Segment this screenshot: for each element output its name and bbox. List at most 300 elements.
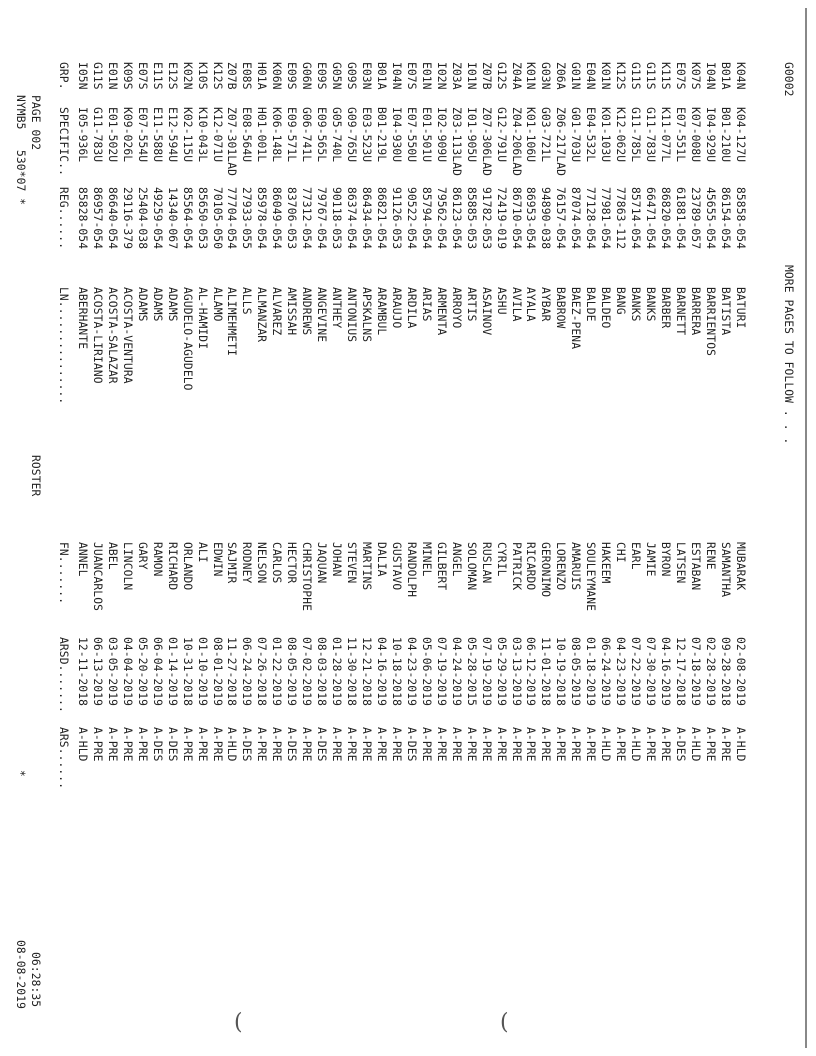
ars-cell: A-PRE: [614, 727, 628, 762]
grp-cell: K06N: [270, 62, 284, 90]
reg-cell: 86434-054: [360, 187, 374, 250]
last-name-cell: ADAMS: [150, 287, 164, 322]
ars-cell: A-PRE: [703, 727, 717, 762]
arsd-cell: 02-08-2019: [733, 637, 747, 707]
first-name-cell: JAQUAN: [315, 542, 329, 584]
grp-cell: B01A: [718, 62, 732, 90]
grp-cell: Z03A: [449, 62, 463, 90]
specific-cell: I04-930U: [389, 107, 403, 163]
last-name-cell: ACOSTA-VENTURA: [120, 287, 134, 384]
reg-cell: 79767-054: [315, 187, 329, 250]
reg-cell: 61881-054: [674, 187, 687, 250]
specific-cell: H01-001L: [255, 107, 269, 163]
grp-cell: Z06A: [554, 62, 568, 90]
first-name-cell: GARY: [135, 542, 149, 570]
last-name-cell: ADAMS: [165, 287, 179, 322]
reg-cell: 85858-054: [733, 187, 747, 250]
specific-cell: I02-909U: [434, 107, 448, 163]
first-name-cell: MARTINS: [360, 542, 374, 591]
last-name-cell: BARRIENTOS: [703, 287, 717, 357]
col-header-ars: ARS......: [57, 727, 70, 790]
ars-cell: A-PRE: [389, 727, 403, 762]
reg-cell: 72419-019: [494, 187, 508, 250]
grp-cell: G09S: [345, 62, 359, 90]
first-name-cell: LINCOLN: [120, 542, 134, 591]
first-name-cell: NELSON: [255, 542, 269, 584]
ars-cell: A-PRE: [524, 727, 538, 762]
grp-cell: E01N: [105, 62, 119, 90]
first-name-cell: JUANCARLOS: [90, 542, 104, 612]
ars-cell: A-PRE: [135, 727, 149, 762]
arsd-cell: 04-23-2019: [614, 637, 628, 707]
more-pages-note: MORE PAGES TO FOLLOW . . .: [782, 265, 795, 445]
specific-cell: E07-554U: [135, 107, 149, 163]
ars-cell: A-PRE: [539, 727, 553, 762]
last-name-cell: ANDREWS: [300, 287, 314, 336]
specific-cell: B01-210U: [718, 107, 732, 163]
last-name-cell: BANKS: [644, 287, 658, 322]
grp-cell: E01N: [419, 62, 433, 90]
last-name-cell: BARBER: [659, 287, 673, 329]
grp-cell: E12S: [165, 62, 179, 90]
ars-cell: A-PRE: [105, 727, 119, 762]
grp-cell: I04N: [389, 62, 403, 90]
reg-cell: 86049-054: [270, 187, 284, 250]
specific-cell: K10-043L: [195, 107, 209, 163]
last-name-cell: BABROW: [554, 287, 568, 329]
first-name-cell: CYRIL: [494, 542, 508, 577]
first-name-cell: ANGEL: [449, 542, 463, 577]
ars-cell: A-HLD: [76, 727, 89, 762]
reg-cell: 86957-054: [90, 187, 104, 250]
reg-cell: 86374-054: [345, 187, 359, 250]
reg-cell: 14340-067: [165, 187, 179, 250]
last-name-cell: AL-HAMIDI: [195, 287, 209, 350]
specific-cell: Z04-206LAD: [509, 107, 523, 177]
reg-cell: 91782-053: [479, 187, 493, 250]
grp-cell: K09S: [120, 62, 134, 90]
ars-cell: A-DES: [285, 727, 299, 762]
specific-cell: I04-929U: [703, 107, 717, 163]
last-name-cell: ALLS: [240, 287, 254, 315]
ars-cell: A-PRE: [644, 727, 658, 762]
first-name-cell: BYRON: [659, 542, 673, 577]
last-name-cell: ANTONIUS: [345, 287, 359, 343]
first-name-cell: EARL: [629, 542, 643, 570]
ars-cell: A-PRE: [330, 727, 344, 762]
scan-edge-line: [805, 8, 807, 1048]
col-header-specific: SPECIFIC..: [57, 107, 70, 177]
last-name-cell: BALDEO: [599, 287, 613, 329]
grp-cell: K11S: [659, 62, 673, 90]
grp-cell: E07S: [135, 62, 149, 90]
specific-cell: K01-106U: [524, 107, 538, 163]
grp-cell: G11S: [90, 62, 104, 90]
ars-cell: A-PRE: [90, 727, 104, 762]
first-name-cell: SOULEYMANE: [584, 542, 598, 612]
specific-cell: G03-721L: [539, 107, 553, 163]
grp-cell: E09S: [285, 62, 299, 90]
last-name-cell: BANG: [614, 287, 628, 315]
ars-cell: A-PRE: [464, 727, 478, 762]
reg-cell: 94890-038: [539, 187, 553, 250]
specific-cell: E01-501U: [419, 107, 433, 163]
reg-cell: 85828-054: [76, 187, 89, 250]
grp-cell: I05N: [76, 62, 89, 90]
report-time: 06:28:35: [29, 952, 42, 1008]
first-name-cell: RODNEY: [240, 542, 254, 584]
last-name-cell: BALDE: [584, 287, 598, 322]
first-name-cell: SOLOMAN: [464, 542, 478, 591]
first-name-cell: GERONIMO: [539, 542, 553, 598]
reg-cell: 77704-054: [225, 187, 239, 250]
ars-cell: A-PRE: [479, 727, 493, 762]
report-code: 530*07 *: [14, 150, 27, 206]
arsd-cell: 06-24-2019: [599, 637, 613, 707]
arsd-cell: 07-22-2019: [629, 637, 643, 707]
grp-cell: B01A: [375, 62, 388, 90]
grp-cell: G05N: [330, 62, 344, 90]
first-name-cell: ORLANDO: [180, 542, 194, 591]
arsd-cell: 01-14-2019: [165, 637, 179, 707]
specific-cell: G11-783U: [90, 107, 104, 163]
last-name-cell: ARDILA: [404, 287, 418, 329]
reg-cell: 23789-057: [688, 187, 702, 250]
arsd-cell: 03-13-2019: [509, 637, 523, 707]
last-name-cell: ADAMS: [135, 287, 149, 322]
arsd-cell: 05-29-2019: [494, 637, 508, 707]
first-name-cell: ALI: [195, 542, 209, 563]
ars-cell: A-PRE: [300, 727, 314, 762]
reg-cell: 25404-038: [135, 187, 149, 250]
first-name-cell: MINEL: [419, 542, 433, 577]
ars-cell: A-PRE: [569, 727, 583, 762]
specific-cell: G11-785L: [629, 107, 643, 163]
hole-punch-mark-left: (: [234, 1010, 243, 1035]
first-name-cell: GUSTAVO: [389, 542, 403, 591]
ars-cell: A-DES: [240, 727, 254, 762]
ars-cell: A-PRE: [345, 727, 359, 762]
grp-cell: K07S: [688, 62, 702, 90]
arsd-cell: 07-19-2019: [434, 637, 448, 707]
last-name-cell: BARRERA: [688, 287, 702, 336]
specific-cell: E12-594U: [165, 107, 179, 163]
reg-cell: 87074-054: [569, 187, 583, 250]
grp-cell: K01N: [599, 62, 613, 90]
first-name-cell: RENE: [703, 542, 717, 570]
last-name-cell: ARAUJO: [389, 287, 403, 329]
arsd-cell: 05-20-2019: [135, 637, 149, 707]
ars-cell: A-PRE: [255, 727, 269, 762]
specific-cell: I05-936L: [76, 107, 89, 163]
ars-cell: A-PRE: [554, 727, 568, 762]
arsd-cell: 06-24-2019: [240, 637, 254, 707]
first-name-cell: CARLOS: [270, 542, 284, 584]
arsd-cell: 01-10-2019: [195, 637, 209, 707]
reg-cell: 77981-054: [599, 187, 613, 250]
reg-cell: 77312-054: [300, 187, 314, 250]
last-name-cell: ALIMEHMETI: [225, 287, 239, 357]
reg-cell: 86123-054: [449, 187, 463, 250]
grp-cell: E07S: [404, 62, 418, 90]
last-name-cell: BATISTA: [718, 287, 732, 336]
reg-cell: 86953-054: [524, 187, 538, 250]
arsd-cell: 05-28-2015: [464, 637, 478, 707]
last-name-cell: ARTIS: [464, 287, 478, 322]
col-header-ln: LN...............: [57, 287, 70, 405]
first-name-cell: RAMON: [150, 542, 164, 577]
ars-cell: A-DES: [150, 727, 164, 762]
specific-cell: K01-103U: [599, 107, 613, 163]
first-name-cell: RICARDO: [524, 542, 538, 591]
grp-cell: E03N: [360, 62, 374, 90]
arsd-cell: 09-28-2018: [718, 637, 732, 707]
ars-cell: A-DES: [404, 727, 418, 762]
arsd-cell: 04-23-2019: [404, 637, 418, 707]
ars-cell: A-PRE: [718, 727, 732, 762]
last-name-cell: ASHU: [494, 287, 508, 315]
reg-cell: 70105-050: [210, 187, 224, 250]
first-name-cell: ESTABAN: [688, 542, 702, 591]
report-date: 08-08-2019: [14, 940, 27, 1010]
grp-cell: I01N: [464, 62, 478, 90]
ars-cell: A-PRE: [584, 727, 598, 762]
ars-cell: A-PRE: [494, 727, 508, 762]
first-name-cell: RICHARD: [165, 542, 179, 591]
reg-cell: 83706-053: [285, 187, 299, 250]
arsd-cell: 06-12-2019: [524, 637, 538, 707]
grp-cell: I02N: [434, 62, 448, 90]
arsd-cell: 12-21-2018: [360, 637, 374, 707]
reg-cell: 90118-053: [330, 187, 344, 250]
last-name-cell: ABERHANTE: [76, 287, 89, 350]
ars-cell: A-DES: [315, 727, 329, 762]
system-id: NYMB5: [14, 95, 27, 130]
first-name-cell: ABEL: [105, 542, 119, 570]
specific-cell: K12-062U: [614, 107, 628, 163]
last-name-cell: ALAMO: [210, 287, 224, 322]
reg-cell: 76157-054: [554, 187, 568, 250]
first-name-cell: STEVEN: [345, 542, 359, 584]
specific-cell: I01-905U: [464, 107, 478, 163]
last-name-cell: APSKALNS: [360, 287, 374, 343]
ars-cell: A-HLD: [688, 727, 702, 762]
arsd-cell: 08-05-2019: [285, 637, 299, 707]
arsd-cell: 11-27-2018: [225, 637, 239, 707]
first-name-cell: ANNEL: [76, 542, 89, 577]
arsd-cell: 07-18-2019: [688, 637, 702, 707]
reg-cell: 85714-054: [629, 187, 643, 250]
first-name-cell: DALIA: [375, 542, 388, 577]
last-name-cell: ANGEVINE: [315, 287, 329, 343]
arsd-cell: 11-30-2018: [345, 637, 359, 707]
reg-cell: 85650-053: [195, 187, 209, 250]
grp-cell: K12S: [210, 62, 224, 90]
arsd-cell: 04-16-2019: [659, 637, 673, 707]
ars-cell: A-PRE: [434, 727, 448, 762]
ars-cell: A-HLD: [599, 727, 613, 762]
arsd-cell: 01-22-2019: [270, 637, 284, 707]
specific-cell: E03-523U: [360, 107, 374, 163]
arsd-cell: 12-17-2018: [674, 637, 687, 707]
first-name-cell: GILBERT: [434, 542, 448, 591]
first-name-cell: MUBARAK: [733, 542, 747, 591]
specific-cell: Z07-301LAD: [225, 107, 239, 177]
specific-cell: K09-026L: [120, 107, 134, 163]
arsd-cell: 10-31-2018: [180, 637, 194, 707]
reg-cell: 86640-054: [105, 187, 119, 250]
reg-cell: 49259-054: [150, 187, 164, 250]
reg-cell: 86821-054: [375, 187, 388, 250]
ars-cell: A-DES: [674, 727, 687, 762]
col-header-reg: REG......: [57, 187, 70, 250]
last-name-cell: AVILA: [509, 287, 523, 322]
first-name-cell: JAMIE: [644, 542, 658, 577]
reg-cell: 86710-054: [509, 187, 523, 250]
ars-cell: A-PRE: [659, 727, 673, 762]
first-name-cell: PATRICK: [509, 542, 523, 591]
first-name-cell: AMARUIS: [569, 542, 583, 591]
arsd-cell: 06-13-2019: [90, 637, 104, 707]
last-name-cell: ARIAS: [419, 287, 433, 322]
grp-cell: K12S: [614, 62, 628, 90]
arsd-cell: 01-28-2019: [330, 637, 344, 707]
specific-cell: G09-765U: [345, 107, 359, 163]
last-name-cell: ACOSTA-SALAZAR: [105, 287, 119, 384]
grp-cell: G11S: [629, 62, 643, 90]
reg-cell: 79562-054: [434, 187, 448, 250]
arsd-cell: 03-05-2019: [105, 637, 119, 707]
grp-cell: H01A: [255, 62, 269, 90]
first-name-cell: RANDOLPH: [404, 542, 418, 598]
arsd-cell: 07-30-2019: [644, 637, 658, 707]
specific-cell: G05-740L: [330, 107, 344, 163]
specific-cell: K12-071U: [210, 107, 224, 163]
reg-cell: 29116-379: [120, 187, 134, 250]
first-name-cell: EDWIN: [210, 542, 224, 577]
specific-cell: G06-741L: [300, 107, 314, 163]
grp-cell: E09S: [315, 62, 329, 90]
arsd-cell: 04-04-2019: [120, 637, 134, 707]
arsd-cell: 07-02-2019: [300, 637, 314, 707]
grp-cell: K01N: [524, 62, 538, 90]
grp-cell: E07S: [674, 62, 687, 90]
grp-cell: K02N: [180, 62, 194, 90]
last-name-cell: AYALA: [524, 287, 538, 322]
arsd-cell: 04-16-2019: [375, 637, 388, 707]
arsd-cell: 08-03-2018: [315, 637, 329, 707]
grp-cell: G06N: [300, 62, 314, 90]
ars-cell: A-PRE: [210, 727, 224, 762]
reg-cell: 77128-054: [584, 187, 598, 250]
reg-cell: 85794-054: [419, 187, 433, 250]
arsd-cell: 10-18-2018: [389, 637, 403, 707]
specific-cell: K06-148L: [270, 107, 284, 163]
specific-cell: E11-588U: [150, 107, 164, 163]
first-name-cell: RUSLAN: [479, 542, 493, 584]
grp-cell: E04N: [584, 62, 598, 90]
specific-cell: E09-571L: [285, 107, 299, 163]
first-name-cell: HECTOR: [285, 542, 299, 584]
grp-cell: G11S: [644, 62, 658, 90]
grp-cell: E08S: [240, 62, 254, 90]
ars-cell: A-DES: [165, 727, 179, 762]
arsd-cell: 02-28-2019: [703, 637, 717, 707]
specific-cell: K07-008U: [688, 107, 702, 163]
first-name-cell: CHI: [614, 542, 628, 563]
specific-cell: K04-127U: [733, 107, 747, 163]
specific-cell: E04-532L: [584, 107, 598, 163]
reg-cell: 85564-054: [180, 187, 194, 250]
grp-cell: I04N: [703, 62, 717, 90]
arsd-cell: 07-19-2019: [479, 637, 493, 707]
first-name-cell: LATSEN: [674, 542, 687, 584]
specific-cell: E01-502U: [105, 107, 119, 163]
grp-cell: K04N: [733, 62, 747, 90]
first-name-cell: SAJMIR: [225, 542, 239, 584]
ars-cell: A-PRE: [419, 727, 433, 762]
specific-cell: G12-791U: [494, 107, 508, 163]
reg-cell: 90522-054: [404, 187, 418, 250]
grp-cell: G01N: [569, 62, 583, 90]
last-name-cell: BAEZ-PENA: [569, 287, 583, 350]
col-header-fn: FN.......: [57, 542, 70, 605]
last-name-cell: ARAMBUL: [375, 287, 388, 336]
ars-cell: A-HLD: [629, 727, 643, 762]
specific-cell: K11-077L: [659, 107, 673, 163]
specific-cell: E07-551L: [674, 107, 687, 163]
specific-cell: E07-550U: [404, 107, 418, 163]
last-name-cell: ARMENTA: [434, 287, 448, 336]
grp-cell: G03N: [539, 62, 553, 90]
specific-cell: G01-703U: [569, 107, 583, 163]
last-name-cell: AMISSAH: [285, 287, 299, 336]
reg-cell: 85885-053: [464, 187, 478, 250]
arsd-cell: 05-06-2019: [419, 637, 433, 707]
arsd-cell: 07-26-2018: [255, 637, 269, 707]
last-name-cell: ANTHEY: [330, 287, 344, 329]
last-name-cell: BARNETT: [674, 287, 687, 336]
report-title: ROSTER: [29, 455, 42, 497]
ars-cell: A-HLD: [733, 727, 747, 762]
reg-cell: 86154-054: [718, 187, 732, 250]
arsd-cell: 01-18-2019: [584, 637, 598, 707]
arsd-cell: 08-05-2019: [569, 637, 583, 707]
last-name-cell: ASAINOV: [479, 287, 493, 336]
last-name-cell: AGUDELO-AGUDELO: [180, 287, 194, 391]
footer-code: G0002: [782, 62, 795, 97]
ars-cell: A-PRE: [180, 727, 194, 762]
ars-cell: A-PRE: [509, 727, 523, 762]
grp-cell: K10S: [195, 62, 209, 90]
last-name-cell: ACOSTA-LIRIANO: [90, 287, 104, 384]
arsd-cell: 08-01-2019: [210, 637, 224, 707]
grp-cell: E11S: [150, 62, 164, 90]
ars-cell: A-PRE: [120, 727, 134, 762]
first-name-cell: CHRISTOPHE: [300, 542, 314, 612]
ars-cell: A-PRE: [360, 727, 374, 762]
col-header-grp: GRP.: [57, 62, 70, 90]
reg-cell: 86820-054: [659, 187, 673, 250]
header-star: *: [14, 770, 27, 777]
specific-cell: E09-565L: [315, 107, 329, 163]
reg-cell: 45655-054: [703, 187, 717, 250]
last-name-cell: BANKS: [629, 287, 643, 322]
ars-cell: A-PRE: [375, 727, 388, 762]
last-name-cell: ALMANZAR: [255, 287, 269, 343]
arsd-cell: 10-19-2018: [554, 637, 568, 707]
specific-cell: G11-783U: [644, 107, 658, 163]
